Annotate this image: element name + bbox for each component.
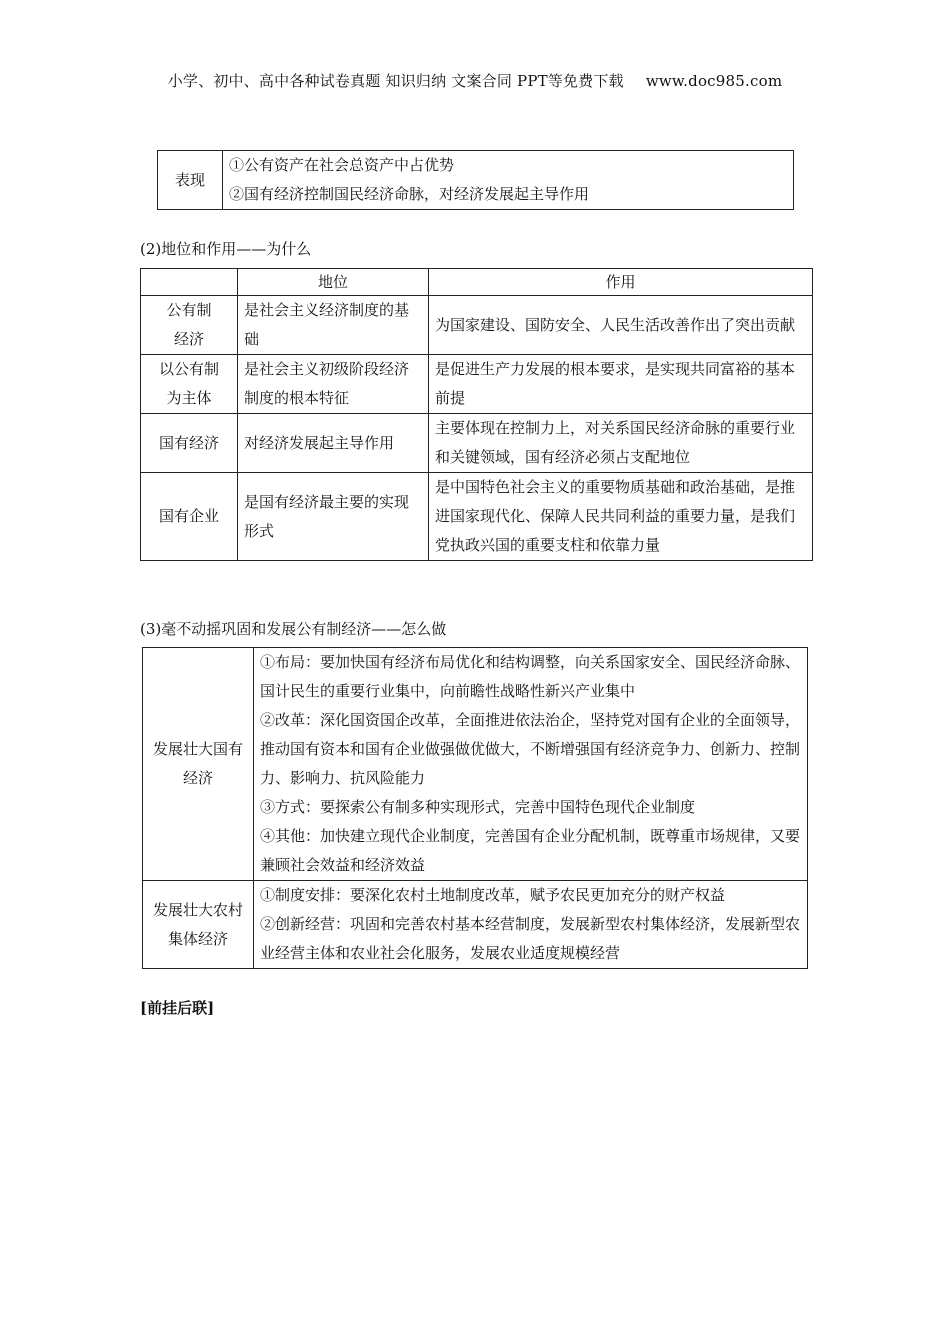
header-status: 地位 (238, 269, 429, 296)
row-name: 国有企业 (141, 473, 238, 561)
row-status: 对经济发展起主导作用 (238, 414, 429, 473)
row-label: 发展壮大国有经济 (143, 648, 254, 881)
row-name: 以公有制 为主体 (141, 355, 238, 414)
approach-item: ③方式：要探索公有制多种实现形式，完善中国特色现代企业制度 (260, 798, 696, 816)
approach-table (142, 647, 808, 969)
table-row (141, 414, 813, 473)
section2-title: (2)地位和作用——为什么 (140, 240, 312, 258)
table-row (141, 296, 813, 355)
header-role: 作用 (429, 269, 813, 296)
expression-line: ②国有经济控制国民经济命脉，对经济发展起主导作用 (229, 185, 590, 203)
approach-item: ②改革：深化国资国企改革，全面推进依法治企，坚持党对国有企业的全面领导，推动国有资本和国有企业做强做优做大，不断增强国有经济竞争力、创新力、控制力、影响力、抗风险能力 (260, 711, 801, 787)
row-status: 是国有经济最主要的实现形式 (238, 473, 429, 561)
table-row (143, 648, 808, 881)
page-header (0, 70, 950, 91)
status-role-table (140, 268, 813, 561)
header-site: www.doc985.com (645, 72, 783, 90)
row-name: 公有制 经济 (141, 296, 238, 355)
table-row (141, 473, 813, 561)
approach-item: ④其他：加快建立现代企业制度，完善国有企业分配机制，既尊重市场规律，又要兼顾社会效益和经济效益 (260, 827, 801, 874)
header-text: 小学、初中、高中各种试卷真题 知识归纳 文案合同 PPT等免费下载 (167, 72, 624, 90)
expression-line: ①公有资产在社会总资产中占优势 (229, 156, 455, 174)
section3-title: (3)毫不动摇巩固和发展公有制经济——怎么做 (140, 620, 447, 638)
row-status: 是社会主义经济制度的基础 (238, 296, 429, 355)
approach-item: ①制度安排：要深化农村土地制度改革，赋予农民更加充分的财产权益 (260, 886, 726, 904)
row-role: 为国家建设、国防安全、人民生活改善作出了突出贡献 (429, 296, 813, 355)
row-label: 发展壮大农村集体经济 (143, 881, 254, 969)
row-role: 主要体现在控制力上，对关系国民经济命脉的重要行业和关键领域，国有经济必须占支配地位 (429, 414, 813, 473)
table-header-row (141, 269, 813, 296)
row-role: 是促进生产力发展的根本要求，是实现共同富裕的基本前提 (429, 355, 813, 414)
row-content (254, 648, 808, 881)
expression-content (223, 151, 794, 210)
row-content (254, 881, 808, 969)
row-status: 是社会主义初级阶段经济制度的根本特征 (238, 355, 429, 414)
expression-table (157, 150, 794, 210)
row-name: 国有经济 (141, 414, 238, 473)
row-role: 是中国特色社会主义的重要物质基础和政治基础，是推进国家现代化、保障人民共同利益的重要力量，是我们党执政兴国的重要支柱和依靠力量 (429, 473, 813, 561)
table-row (141, 355, 813, 414)
approach-item: ②创新经营：巩固和完善农村基本经营制度，发展新型农村集体经济，发展新型农业经营主体和农业社会化服务，发展农业适度规模经营 (260, 915, 801, 962)
section4-title: [前挂后联] (140, 999, 215, 1017)
approach-item: ①布局：要加快国有经济布局优化和结构调整，向关系国家安全、国民经济命脉、国计民生的重要行业集中，向前瞻性战略性新兴产业集中 (260, 653, 801, 700)
header-empty (141, 269, 238, 296)
expression-label: 表现 (158, 151, 223, 210)
table-row (143, 881, 808, 969)
